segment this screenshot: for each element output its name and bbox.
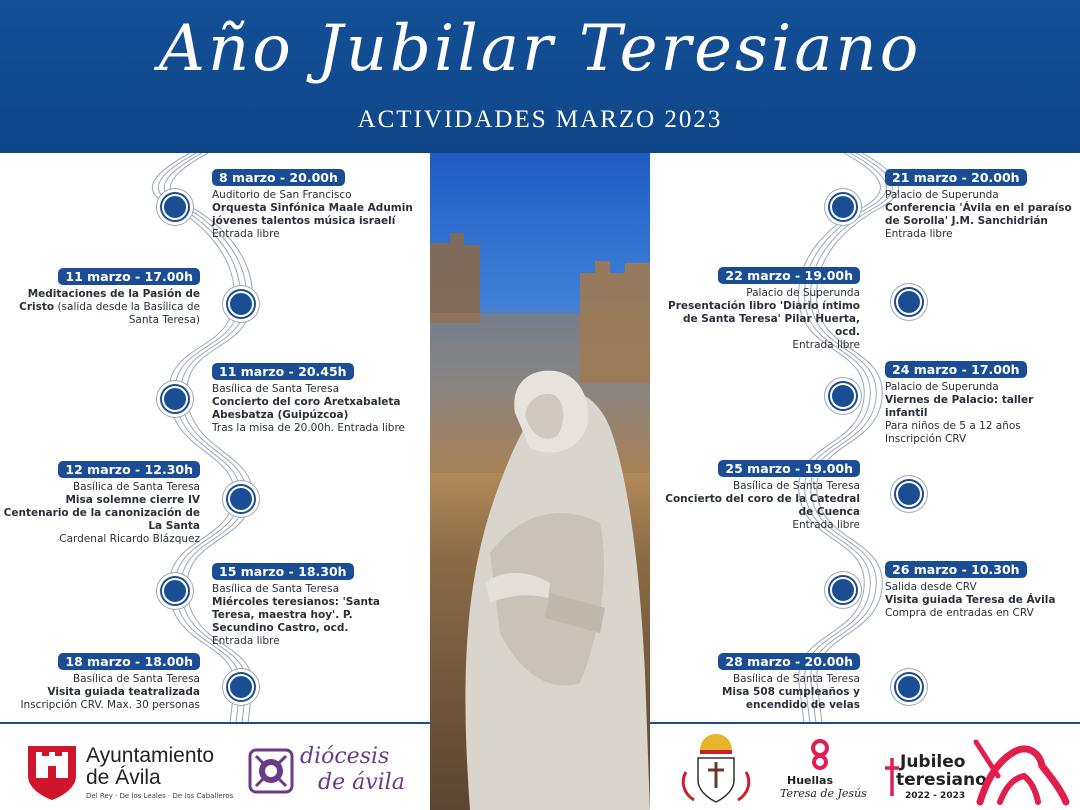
ayuntamiento-city: de Ávila bbox=[86, 766, 161, 789]
event-activity: Visita guiada teatralizada bbox=[47, 686, 200, 698]
right-timeline bbox=[650, 153, 1080, 723]
event-note: Compra de entradas en CRV bbox=[885, 607, 1034, 619]
huellas-logo-icon bbox=[808, 738, 832, 770]
event-item bbox=[2, 653, 200, 712]
jubileo-years: 2022 - 2023 bbox=[905, 791, 966, 801]
event-venue: Basílica de Santa Teresa bbox=[212, 383, 340, 395]
event-item bbox=[212, 363, 417, 435]
jubileo-title-line1: Jubileo bbox=[900, 752, 966, 772]
diocesis-name-line2: de ávila bbox=[318, 770, 405, 795]
header-banner bbox=[0, 0, 1080, 153]
event-item bbox=[212, 563, 417, 648]
event-note: Entrada libre bbox=[792, 339, 860, 351]
event-note: Tras la misa de 20.00h. Entrada libre bbox=[212, 422, 405, 434]
event-date-badge: 24 marzo - 17.00h bbox=[885, 361, 1027, 378]
event-date-badge: 18 marzo - 18.00h bbox=[58, 653, 200, 670]
event-note: Entrada libre bbox=[885, 228, 953, 240]
event-venue: Basílica de Santa Teresa bbox=[72, 673, 200, 685]
diocesis-name-line1: diócesis bbox=[300, 744, 390, 769]
timeline-dot bbox=[162, 386, 188, 412]
event-note: Inscripción CRV bbox=[885, 433, 967, 445]
event-venue: Auditorio de San Francisco bbox=[212, 189, 352, 201]
ayuntamiento-tagline: Del Rey · De los Leales · De los Caballeros bbox=[86, 792, 234, 800]
event-activity: Concierto del coro Aretxabaleta Abesbatza (Guipúzcoa) bbox=[212, 396, 401, 421]
event-date-badge: 21 marzo - 20.00h bbox=[885, 169, 1027, 186]
timeline-dot bbox=[830, 383, 856, 409]
page-subtitle: ACTIVIDADES MARZO 2023 bbox=[357, 106, 723, 133]
event-date-badge: 12 marzo - 12.30h bbox=[58, 461, 200, 478]
event-item bbox=[2, 461, 200, 546]
timeline-dot bbox=[162, 194, 188, 220]
timeline-dot bbox=[228, 291, 254, 317]
event-activity: Concierto del coro de la Catedral de Cuenca bbox=[665, 493, 860, 518]
event-venue: Basílica de Santa Teresa bbox=[732, 480, 860, 492]
event-venue: Salida desde CRV bbox=[885, 581, 977, 593]
timeline-dot bbox=[830, 194, 856, 220]
event-item bbox=[885, 561, 1077, 620]
event-date-badge: 22 marzo - 19.00h bbox=[718, 267, 860, 284]
event-note: Para niños de 5 a 12 años bbox=[885, 420, 1021, 432]
event-venue: Palacio de Superunda bbox=[885, 381, 999, 393]
ayuntamiento-shield-icon bbox=[24, 742, 80, 802]
event-note: Entrada libre bbox=[212, 635, 280, 647]
event-item bbox=[662, 460, 860, 532]
timeline-dot bbox=[830, 577, 856, 603]
event-venue: Palacio de Superunda bbox=[885, 189, 999, 201]
event-date-badge: 15 marzo - 18.30h bbox=[212, 563, 354, 580]
left-timeline bbox=[0, 153, 430, 723]
santa-teresa-statue-photo bbox=[430, 153, 650, 810]
event-venue: Basílica de Santa Teresa bbox=[732, 673, 860, 685]
timeline-dot bbox=[162, 578, 188, 604]
huellas-label: Huellas bbox=[787, 774, 834, 787]
event-note: Entrada libre bbox=[212, 228, 280, 240]
timeline-dot bbox=[228, 674, 254, 700]
footer-divider-right bbox=[650, 722, 1080, 724]
event-activity: Conferencia 'Ávila en el paraíso de Sorolla' J.M. Sanchidrián bbox=[885, 202, 1072, 227]
event-activity: Misa solemne cierre IV Centenario de la canonización de La Santa bbox=[3, 494, 200, 532]
event-date-badge: 11 marzo - 20.45h bbox=[212, 363, 354, 380]
event-activity: Orquesta Sinfónica Maale Adumin jóvenes talentos música israelí bbox=[212, 202, 413, 227]
event-activity: Presentación libro 'Diario íntimo de Santa Teresa' Pilar Huerta, ocd. bbox=[668, 300, 860, 338]
event-item bbox=[885, 169, 1077, 241]
footer-divider-left bbox=[0, 722, 430, 724]
jubileo-figure-icon bbox=[970, 736, 1070, 806]
ayuntamiento-name: Ayuntamiento bbox=[86, 744, 215, 767]
event-date-badge: 11 marzo - 17.00h bbox=[58, 268, 200, 285]
event-note: Cardenal Ricardo Blázquez bbox=[59, 533, 200, 545]
event-item bbox=[2, 268, 200, 327]
event-date-badge: 25 marzo - 19.00h bbox=[718, 460, 860, 477]
event-date-badge: 26 marzo - 10.30h bbox=[885, 561, 1027, 578]
diocesis-emblem-icon bbox=[248, 748, 294, 794]
event-note: Entrada libre bbox=[792, 519, 860, 531]
event-venue: Palacio de Superunda bbox=[746, 287, 860, 299]
timeline-dot bbox=[896, 674, 922, 700]
event-item bbox=[885, 361, 1077, 446]
event-activity: Miércoles teresianos: 'Santa Teresa, maestra hoy'. P. Secundino Castro, ocd. bbox=[212, 596, 381, 634]
jubileo-title-line2: teresiano bbox=[896, 770, 987, 790]
event-note: Inscripción CRV. Max. 30 personas bbox=[20, 699, 200, 711]
event-activity: Visita guiada Teresa de Ávila bbox=[885, 594, 1056, 606]
event-note: (salida desde la Basílica de Santa Teresa) bbox=[57, 301, 200, 326]
event-activity: Meditaciones de la Pasión de Cristo bbox=[19, 288, 200, 313]
statue-illustration bbox=[430, 153, 650, 810]
event-venue: Basílica de Santa Teresa bbox=[72, 481, 200, 493]
event-item bbox=[212, 169, 417, 241]
event-activity: Viernes de Palacio: taller infantil bbox=[885, 394, 1034, 419]
page-title: Año Jubilar Teresiano bbox=[158, 12, 922, 86]
event-item bbox=[662, 653, 860, 712]
event-activity: Misa 508 cumpleaños y encendido de velas bbox=[721, 686, 860, 711]
timeline-dot bbox=[228, 486, 254, 512]
timeline-dot bbox=[896, 289, 922, 315]
event-item bbox=[662, 267, 860, 352]
event-date-badge: 28 marzo - 20.00h bbox=[718, 653, 860, 670]
event-date-badge: 8 marzo - 20.00h bbox=[212, 169, 345, 186]
timeline-dot bbox=[896, 481, 922, 507]
event-venue: Basílica de Santa Teresa bbox=[212, 583, 340, 595]
episcopal-coat-of-arms-icon bbox=[676, 732, 756, 806]
huellas-subtitle: Teresa de Jesús bbox=[780, 787, 867, 800]
